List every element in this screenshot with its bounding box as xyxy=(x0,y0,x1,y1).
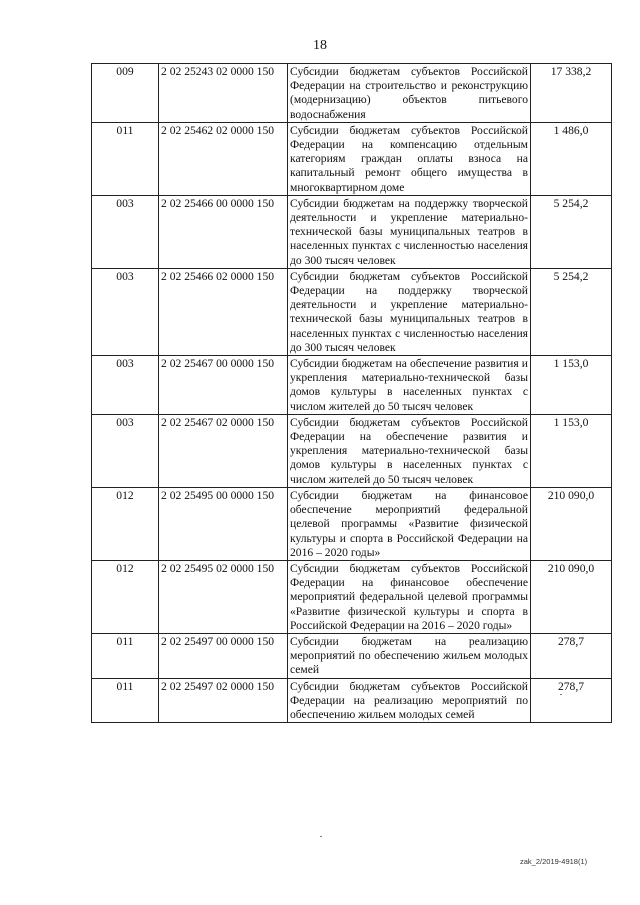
admin-code-cell: 009 xyxy=(92,64,159,123)
admin-code-cell: 003 xyxy=(92,268,159,355)
document-code-footer: zak_2/2019-4918(1) xyxy=(520,857,588,866)
scan-speck xyxy=(560,694,562,695)
table-row xyxy=(92,414,612,487)
page-number: 18 xyxy=(313,38,327,53)
amount-cell: 210 090,0 xyxy=(531,487,612,560)
description-cell: Субсидии бюджетам на обеспечение развития и укрепления материально-технической базы домов культуры в населенных пунктах с числом жителей до 50 тысяч человек xyxy=(288,356,531,415)
budget-table xyxy=(91,63,612,723)
budget-code-cell: 2 02 25497 00 0000 150 xyxy=(159,633,288,678)
budget-code-cell: 2 02 25462 02 0000 150 xyxy=(159,122,288,195)
description-cell: Субсидии бюджетам субъектов Российской Федерации на обеспечение развития и укрепления материально-технической базы домов культуры в населенных пунктах с числом жителей до 50 тысяч человек xyxy=(288,414,531,487)
admin-code-cell: 012 xyxy=(92,560,159,633)
description-cell: Субсидии бюджетам субъектов Российской Федерации на реализацию мероприятий по обеспечению жильем молодых семей xyxy=(288,678,531,723)
table-row xyxy=(92,64,612,123)
table-row xyxy=(92,122,612,195)
description-cell: Субсидии бюджетам субъектов Российской Федерации на финансовое обеспечение мероприятий федеральной целевой программы «Развитие физической культуры и спорта в Российской Федерации на 2016 – 2020 годы» xyxy=(288,560,531,633)
amount-cell: 1 486,0 xyxy=(531,122,612,195)
table-row xyxy=(92,268,612,355)
amount-cell: 278,7 xyxy=(531,678,612,723)
admin-code-cell: 003 xyxy=(92,356,159,415)
amount-cell: 5 254,2 xyxy=(531,195,612,268)
amount-cell: 278,7 xyxy=(531,633,612,678)
table-row xyxy=(92,487,612,560)
description-cell: Субсидии бюджетам субъектов Российской Федерации на строительство и реконструкцию (модернизацию) объектов питьевого водоснабжения xyxy=(288,64,531,123)
table-row xyxy=(92,195,612,268)
description-cell: Субсидии бюджетам субъектов Российской Федерации на поддержку творческой деятельности и укрепление материально-технической базы муниципальных театров в населенных пунктах с численностью населения до 300 тысяч человек xyxy=(288,268,531,355)
table-row xyxy=(92,678,612,723)
admin-code-cell: 003 xyxy=(92,414,159,487)
admin-code-cell: 011 xyxy=(92,633,159,678)
description-cell: Субсидии бюджетам на финансовое обеспечение мероприятий федеральной целевой программы «Развитие физической культуры и спорта в Российской Федерации на 2016 – 2020 годы» xyxy=(288,487,531,560)
amount-cell: 1 153,0 xyxy=(531,414,612,487)
admin-code-cell: 012 xyxy=(92,487,159,560)
budget-code-cell: 2 02 25243 02 0000 150 xyxy=(159,64,288,123)
amount-cell: 17 338,2 xyxy=(531,64,612,123)
amount-cell: 1 153,0 xyxy=(531,356,612,415)
budget-code-cell: 2 02 25467 00 0000 150 xyxy=(159,356,288,415)
scan-speck xyxy=(320,836,322,837)
table-row xyxy=(92,560,612,633)
budget-code-cell: 2 02 25466 02 0000 150 xyxy=(159,268,288,355)
budget-code-cell: 2 02 25495 02 0000 150 xyxy=(159,560,288,633)
amount-cell: 5 254,2 xyxy=(531,268,612,355)
budget-code-cell: 2 02 25495 00 0000 150 xyxy=(159,487,288,560)
description-cell: Субсидии бюджетам субъектов Российской Федерации на компенсацию отдельным категориям граждан оплаты взноса на капитальный ремонт общего имущества в многоквартирном доме xyxy=(288,122,531,195)
budget-table-body xyxy=(92,64,612,723)
description-cell: Субсидии бюджетам на реализацию мероприятий по обеспечению жильем молодых семей xyxy=(288,633,531,678)
table-row xyxy=(92,633,612,678)
description-cell: Субсидии бюджетам на поддержку творческой деятельности и укрепление материально-технической базы муниципальных театров в населенных пунктах с численностью населения до 300 тысяч человек xyxy=(288,195,531,268)
admin-code-cell: 011 xyxy=(92,122,159,195)
admin-code-cell: 011 xyxy=(92,678,159,723)
budget-code-cell: 2 02 25497 02 0000 150 xyxy=(159,678,288,723)
budget-code-cell: 2 02 25467 02 0000 150 xyxy=(159,414,288,487)
budget-code-cell: 2 02 25466 00 0000 150 xyxy=(159,195,288,268)
table-row xyxy=(92,356,612,415)
admin-code-cell: 003 xyxy=(92,195,159,268)
amount-cell: 210 090,0 xyxy=(531,560,612,633)
